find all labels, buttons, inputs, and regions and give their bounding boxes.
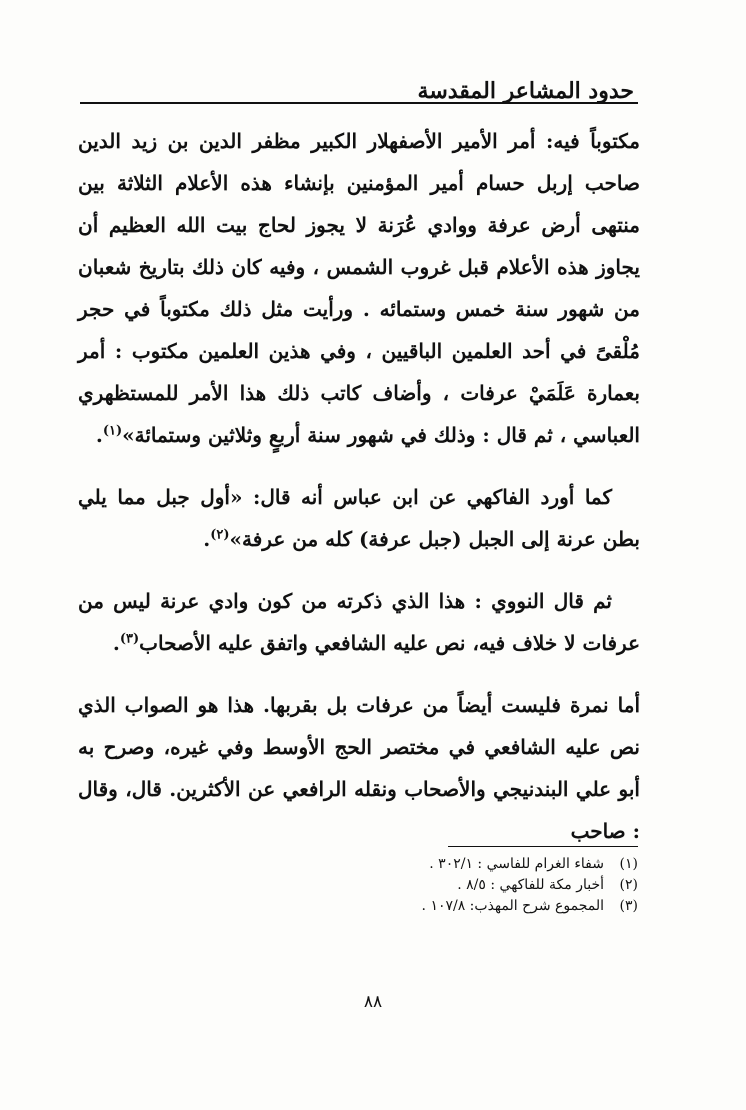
paragraph-text: أما نمرة فليست أيضاً من عرفات بل بقربها. هذا هو الصواب الذي نص عليه الشافعي في مختصر الحج الأوسط وفي غيره، وصرح به أبو علي البندنيجي والأصحاب ونقله الرافعي عن الأكثرين. قال، وقال : صاحب [78, 693, 640, 843]
body-text [78, 120, 640, 872]
footnote-number: (٢) [619, 877, 638, 893]
footnote-rule [448, 846, 638, 847]
header-rule [80, 102, 638, 104]
footnote-marker: (٣) [119, 631, 140, 647]
paragraph [78, 684, 640, 852]
paragraph-text: كما أورد الفاكهي عن ابن عباس أنه قال: «أول جبل مما يلي بطن عرنة إلى الجبل (جبل عرفة) كله من عرفة» [78, 485, 640, 551]
paragraph-end: . [203, 527, 211, 551]
page-number: ٨٨ [363, 992, 383, 1012]
paragraph [78, 580, 640, 664]
footnote-text: أخبار مكة للفاكهي : ٨/٥ . [457, 877, 604, 893]
paragraph-text: مكتوباً فيه: أمر الأمير الأصفهلار الكبير مظفر الدين بن زيد الدين صاحب إربل حسام أمير المؤمنين بإنشاء هذه الأعلام الثلاثة بين منتهى أرض عرفة ووادي عُرَنة لا يجوز لحاج بيت الله العظيم أن يجاوز هذه الأعلام قبل غروب الشمس ، وفيه كان ذلك بتاريخ شعبان من شهور سنة خمس وستمائه . ورأيت مثل ذلك مكتوباً في حجر مُلْقىً في أحد العلمين الباقيين ، وفي هذين العلمين مكتوب : أمر بعمارة عَلَمَيْ عرفات ، وأضاف كاتب ذلك هذا الأمر للمستظهري العباسي ، ثم قال : وذلك في شهور سنة أربعٍ وثلاثين وستمائة» [78, 129, 640, 447]
footnote-text: شفاء الغرام للفاسي : ٣٠٢/١ . [429, 856, 604, 872]
footnote-item [378, 854, 638, 875]
paragraph-text: ثم قال النووي : هذا الذي ذكرته من كون وادي عرنة ليس من عرفات لا خلاف فيه، نص عليه الشافعي واتفق عليه الأصحاب [78, 589, 640, 655]
footnote-item [378, 896, 638, 917]
footnotes [378, 854, 638, 917]
paragraph-end: . [112, 631, 120, 655]
footnote-number: (١) [619, 856, 638, 872]
paragraph [78, 476, 640, 560]
footnote-marker: (١) [102, 423, 123, 439]
footnote-item [378, 875, 638, 896]
running-header-title: حدود المشاعر المقدسة [417, 78, 634, 104]
footnote-text: المجموع شرح المهذب: ١٠٧/٨ . [421, 898, 604, 914]
paragraph-end: . [95, 423, 103, 447]
paragraph [78, 120, 640, 456]
footnote-marker: (٢) [210, 527, 230, 543]
footnote-number: (٣) [619, 898, 638, 914]
